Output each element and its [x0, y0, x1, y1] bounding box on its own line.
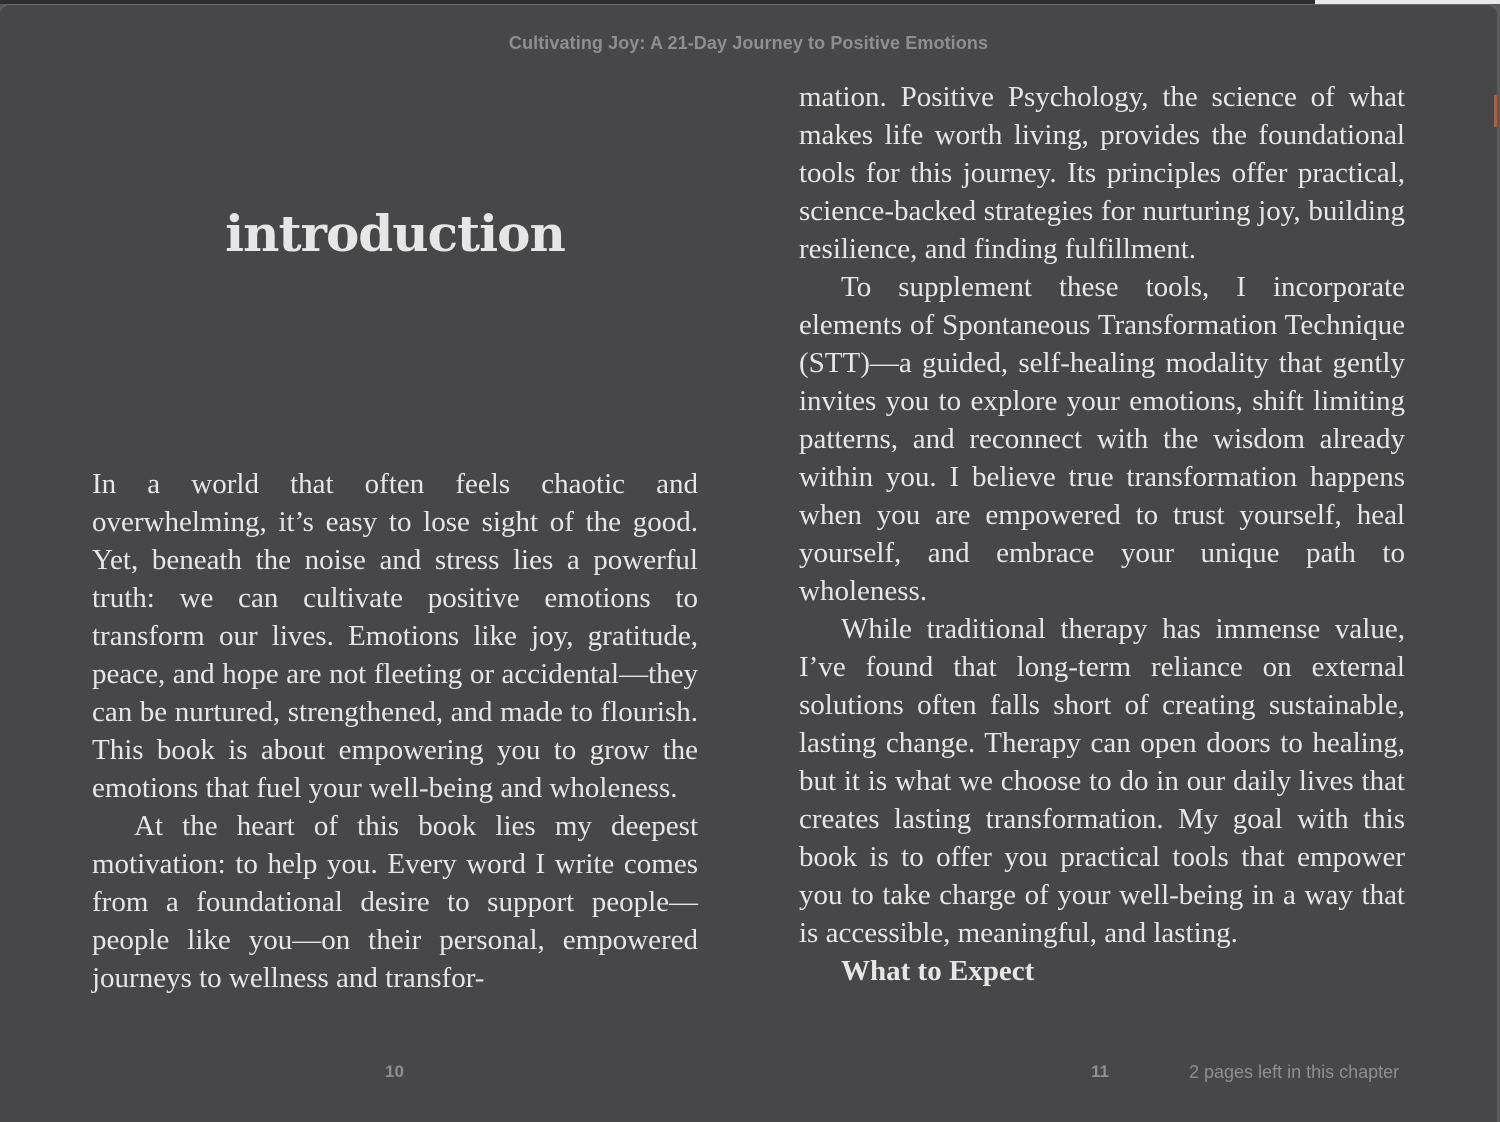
- paragraph: In a world that often feels chaotic and overwhelming, it’s easy to lose sight of the good. Yet, beneath the noise and stress lies a powerful truth: we can cultivate positive emotions to transform our lives. Emotions like joy, gratitude, peace, and hope are not fleeting or accidental—they can be nurtured, strengthened, and made to flourish. This book is about empowering you to grow the emotions that fuel your well-being and wholeness.: [92, 468, 698, 804]
- paragraph: To supplement these tools, I incorporate elements of Spontaneous Transformation Technique (STT)—a guided, self-healing modality that gently invites you to explore your emotions, shift limiting patterns, and reconnect with the wisdom already within you. I believe true transformation happens when you are empowered to trust yourself, heal yourself, and embrace your unique path to wholeness.: [799, 271, 1405, 607]
- book-title: Cultivating Joy: A 21-Day Journey to Positive Emotions: [508, 33, 989, 53]
- paragraph: mation. Positive Psychology, the science of what makes life worth living, provides the foundational tools for this journey. Its principles offer practical, science-backed strategies for nurturing joy, building resilience, and finding fulfillment.: [799, 81, 1405, 265]
- chapter-heading: introduction: [225, 204, 565, 263]
- page-number-right: 11: [1091, 1062, 1109, 1081]
- left-page-body: [92, 465, 698, 997]
- page-number-left: 10: [385, 1062, 404, 1081]
- pages-left-indicator: 2 pages left in this chapter: [1189, 1062, 1400, 1082]
- paragraph: While traditional therapy has immense value, I’ve found that long-term reliance on external solutions often falls short of creating sustainable, lasting change. Therapy can open doors to healing, but it is what we choose to do in our daily lives that creates lasting transformation. My goal with this book is to offer you practical tools that empower you to take charge of your well-being in a way that is accessible, meaningful, and lasting.: [799, 613, 1405, 949]
- window-edge-accent: [1494, 95, 1497, 127]
- right-page-body: [799, 78, 1405, 990]
- section-heading: What to Expect: [841, 955, 1035, 987]
- paragraph: At the heart of this book lies my deepest motivation: to help you. Every word I write comes from a foundational desire to support people—people like you—on their personal, empowered journeys to wellness and transfor-: [92, 810, 698, 994]
